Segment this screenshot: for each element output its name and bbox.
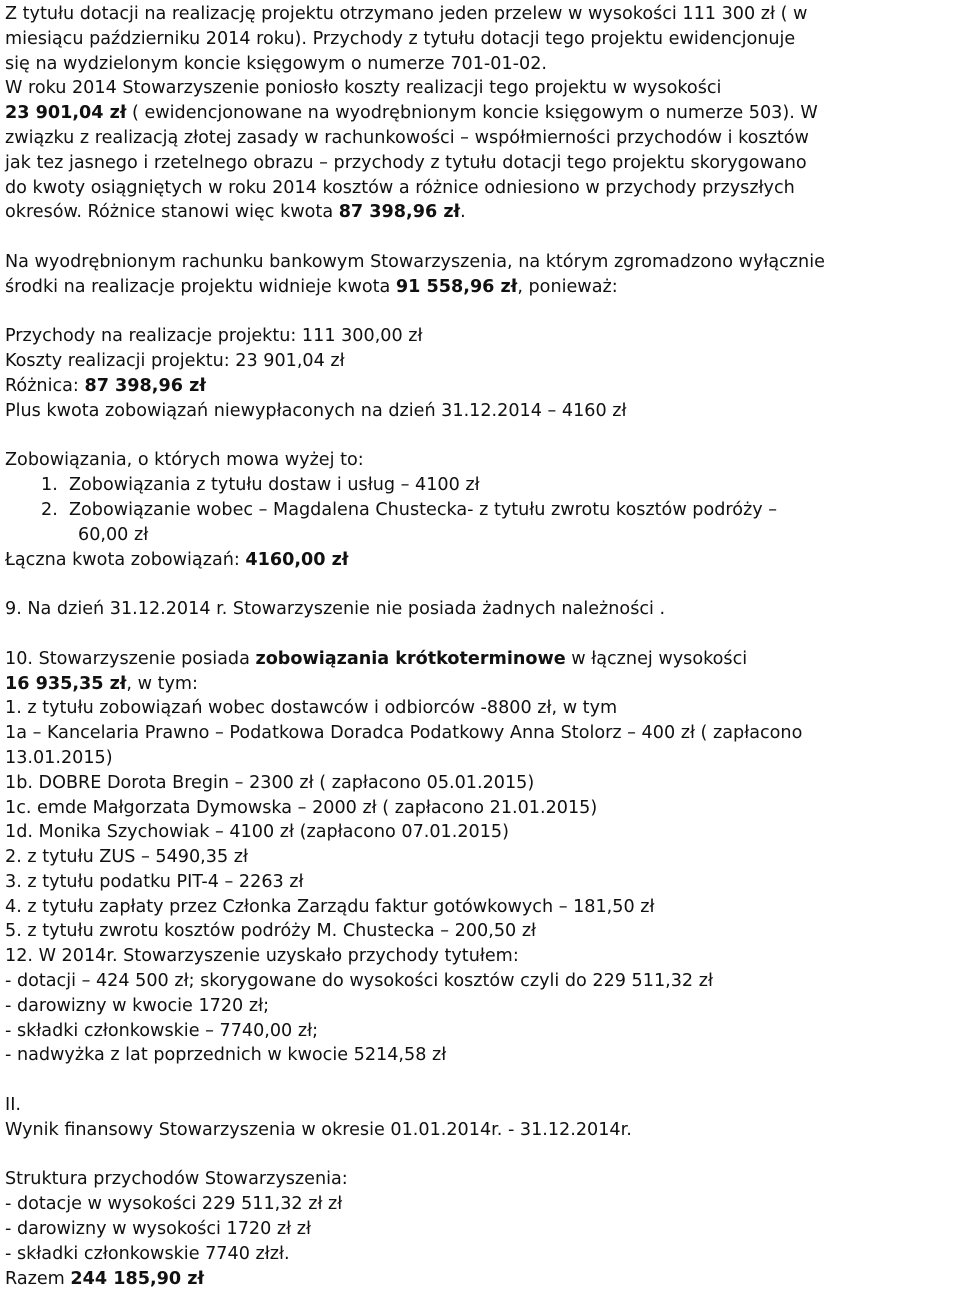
section-10-amount [5,672,957,697]
income-line: Przychody na realizacje projektu: 111 300,00 zł [5,326,423,347]
list-item: 1b. DOBRE Dorota Bregin – 2300 zł ( zapłacono 05.01.2015) [5,772,535,793]
liabilities-total [5,548,957,573]
text-line: do kwoty osiągniętych w roku 2014 kosztów a różnice odniesiono w przychody przyszłych [5,177,795,198]
text-line: się na wydzielonym koncie księgowym o numerze 701-01-02. [5,53,547,74]
list-item: 2. z tytułu ZUS – 5490,35 zł [5,847,248,868]
bank-amount: 91 558,96 zł [395,276,518,297]
text-line: związku z realizacją złotej zasady w rachunkowości – współmierności przychodów i kosztów [5,127,809,148]
revenue-total-value: 244 185,90 zł [70,1268,205,1289]
text-line: miesiącu październiku 2014 roku). Przychody z tytułu dotacji tego projektu ewidencjonuje [5,28,796,49]
financial-result: Wynik finansowy Stowarzyszenia w okresie 01.01.2014r. - 31.12.2014r. [5,1119,632,1140]
list-item: 13.01.2015) [5,747,113,768]
list-item: - nadwyżka z lat poprzednich w kwocie 5214,58 zł [5,1045,447,1066]
plus-line: Plus kwota zobowiązań niewypłaconych na dzień 31.12.2014 – 4160 zł [5,400,627,421]
text-fragment: Łączna kwota zobowiązań: [5,549,246,570]
text-line [5,101,957,126]
section-9: 9. Na dzień 31.12.2014 r. Stowarzyszenie nie posiada żadnych należności . [5,599,666,620]
list-item: 1a – Kancelaria Prawno – Podatkowa Doradca Podatkowy Anna Stolorz – 400 zł ( zapłacono [5,723,803,744]
spacer [5,1143,957,1168]
list-item: 1. z tytułu zobowiązań wobec dostawców i odbiorców -8800 zł, w tym [5,698,618,719]
spacer [5,225,957,250]
text-line: jak tez jasnego i rzetelnego obrazu – przychody z tytułu dotacji tego projektu skorygowano [5,152,807,173]
section-12-heading: 12. W 2014r. Stowarzyszenie uzyskało przychody tytułem: [5,946,519,967]
text-line: W roku 2014 Stowarzyszenie poniosło koszty realizacji tego projektu w wysokości [5,78,722,99]
text-line [5,200,957,225]
text-fragment: Różnica: [5,375,85,396]
list-item: 4. z tytułu zapłaty przez Członka Zarządu faktur gotówkowych – 181,50 zł [5,896,655,917]
short-term-liabilities: zobowiązania krótkoterminowe [255,648,566,669]
list-item: - składki członkowskie – 7740,00 zł; [5,1020,319,1041]
text-fragment: w łącznej wysokości [565,648,748,669]
spacer [5,622,957,647]
text-line: Z tytułu dotacji na realizację projektu otrzymano jeden przelew w wysokości 111 300 zł ( w [5,4,808,24]
list-item: 1d. Monika Szychowiak – 4100 zł (zapłacono 07.01.2015) [5,822,509,843]
text-fragment: . [460,202,466,223]
text-fragment: ( ewidencjonowane na wyodrębnionym koncie księgowym o numerze 503). W [126,103,818,124]
list-item: - darowizny w wysokości 1720 zł zł [5,1219,311,1240]
text-fragment: , w tym: [126,673,198,694]
list-item: 5. z tytułu zwrotu kosztów podróży M. Chustecka – 200,50 zł [5,921,537,942]
liabilities-heading: Zobowiązania, o których mowa wyżej to: [5,450,364,471]
difference-value: 87 398,96 zł [84,375,206,396]
text-fragment: Razem [5,1268,71,1289]
list-item: - dotacji – 424 500 zł; skorygowane do wysokości kosztów czyli do 229 511,32 zł [5,971,713,992]
revenue-total [5,1267,957,1291]
text-fragment: 10. Stowarzyszenie posiada [5,648,256,669]
list-item: - dotacje w wysokości 229 511,32 zł zł [5,1194,343,1215]
difference-line [5,374,957,399]
list-item: 1c. emde Małgorzata Dymowska – 2000 zł ( zapłacono 21.01.2015) [5,797,598,818]
revenue-structure-heading: Struktura przychodów Stowarzyszenia: [5,1169,348,1190]
liability-item: 2. Zobowiązanie wobec – Magdalena Chustecka- z tytułu zwrotu kosztów podróży – [41,499,778,520]
cost-amount: 23 901,04 zł [5,103,127,124]
spacer [5,424,957,449]
section-10-heading [5,647,957,672]
document-page [5,2,957,1291]
liability-item-cont: 60,00 zł [78,524,149,545]
liability-item: 1. Zobowiązania z tytułu dostaw i usług – 4100 zł [41,475,480,496]
spacer [5,300,957,325]
list-item: 3. z tytułu podatku PIT-4 – 2263 zł [5,871,304,892]
costs-line: Koszty realizacji projektu: 23 901,04 zł [5,351,345,372]
liabilities-total-value: 4160,00 zł [245,549,349,570]
text-line [5,275,957,300]
list-item: - darowizny w kwocie 1720 zł; [5,995,270,1016]
short-term-amount: 16 935,35 zł [5,673,127,694]
text-fragment: środki na realizacje projektu widnieje kwota [5,276,396,297]
text-fragment: , ponieważ: [517,276,618,297]
text-fragment: okresów. Różnice stanowi więc kwota [5,202,339,223]
list-item: - składki członkowskie 7740 złzł. [5,1243,290,1264]
text-line: Na wyodrębnionym rachunku bankowym Stowarzyszenia, na którym zgromadzono wyłącznie [5,251,825,272]
section-numeral: II. [5,1095,21,1116]
spacer [5,572,957,597]
spacer [5,1068,957,1093]
difference-amount: 87 398,96 zł [338,202,461,223]
